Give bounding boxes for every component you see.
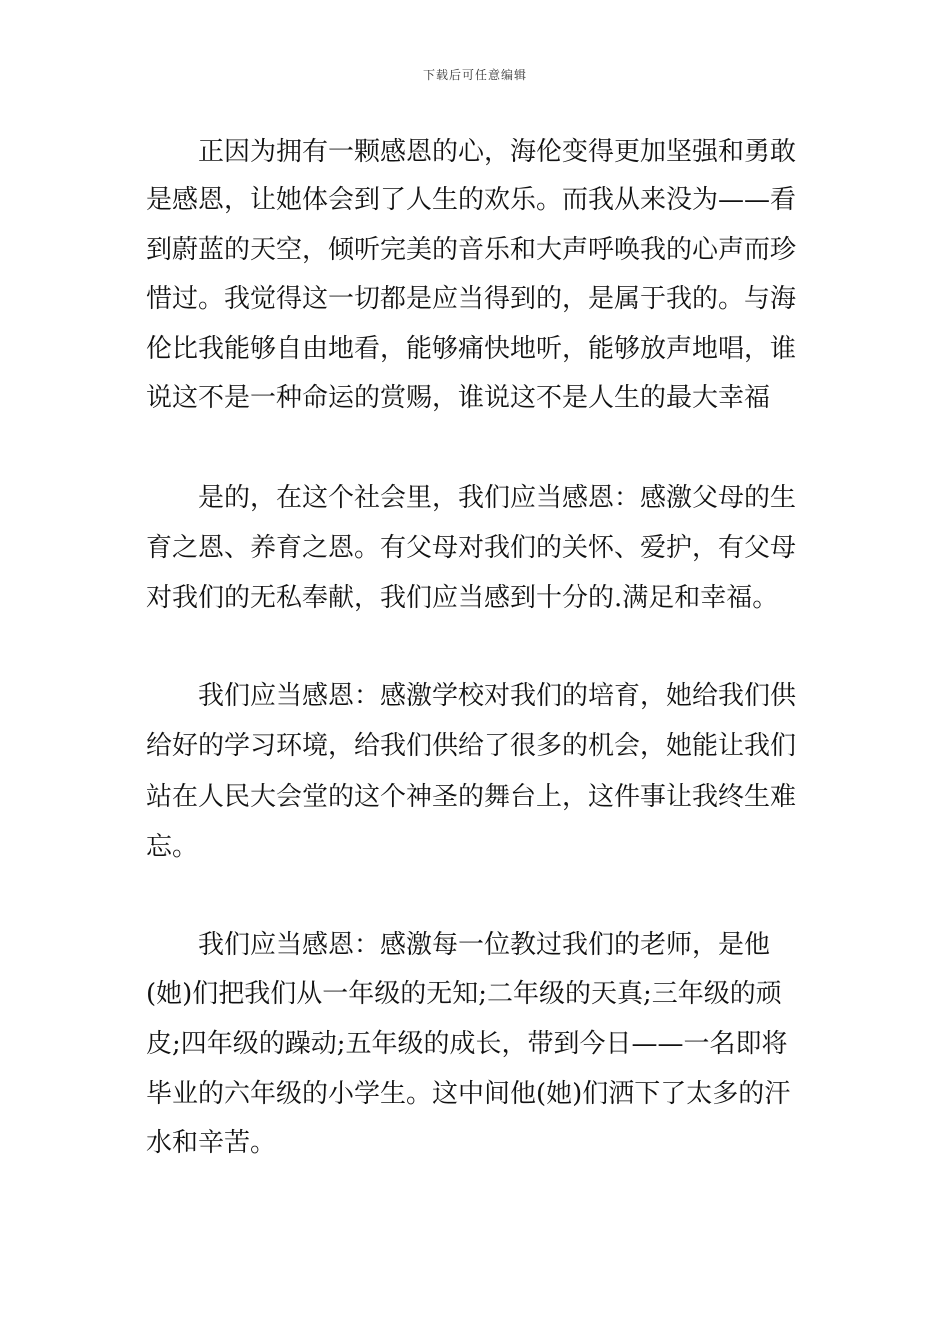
paragraph-line: 毕业的六年级的小学生。这中间他(她)们洒下了太多的汗 xyxy=(146,1079,791,1109)
paragraph-line: 到蔚蓝的天空，倾听完美的音乐和大声呼唤我的心声而珍 xyxy=(146,235,797,265)
paragraph-line: 我们应当感恩：感激每一位教过我们的老师，是他 xyxy=(198,930,771,960)
page-header: 下载后可任意编辑 xyxy=(422,68,527,82)
paragraph-line: 站在人民大会堂的这个神圣的舞台上，这件事让我终生难 xyxy=(146,782,797,812)
paragraph-line: (她)们把我们从一年级的无知;二年级的天真;三年级的顽 xyxy=(146,979,782,1009)
paragraph-line: 水和辛苦。 xyxy=(146,1128,277,1158)
paragraph-line: 是感恩，让她体会到了人生的欢乐。而我从来没为——看 xyxy=(146,185,797,215)
paragraph-line: 是的，在这个社会里，我们应当感恩：感激父母的生 xyxy=(198,483,797,513)
paragraph-line: 给好的学习环境，给我们供给了很多的机会，她能让我们 xyxy=(146,731,797,761)
paragraph-line: 惜过。我觉得这一切都是应当得到的，是属于我的。与海 xyxy=(146,284,797,314)
paragraph-line: 我们应当感恩：感激学校对我们的培育，她给我们供 xyxy=(198,681,797,711)
paragraph-line: 育之恩、养育之恩。有父母对我们的关怀、爱护，有父母 xyxy=(146,533,797,563)
paragraph-line: 正因为拥有一颗感恩的心，海伦变得更加坚强和勇敢 xyxy=(198,137,797,167)
paragraph-line: 伦比我能够自由地看，能够痛快地听，能够放声地唱，谁 xyxy=(146,334,797,364)
paragraph-line: 对我们的无私奉献，我们应当感到十分的.满足和幸福。 xyxy=(146,583,779,613)
paragraph-line: 忘。 xyxy=(146,832,199,862)
paragraph-line: 说这不是一种命运的赏赐，谁说这不是人生的最大幸福 xyxy=(146,383,771,413)
paragraph-line: 皮;四年级的躁动;五年级的成长，带到今日——一名即将 xyxy=(146,1029,788,1059)
